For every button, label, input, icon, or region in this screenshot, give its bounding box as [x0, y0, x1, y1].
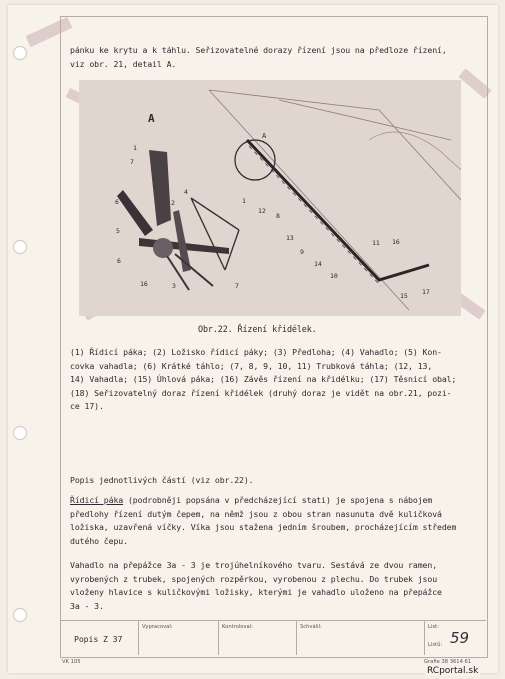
watermark: RCportal.sk — [427, 666, 479, 676]
callout-label: 16 — [392, 238, 400, 246]
legend-line: (18) Seřizovatelný doraz řízení křidélek (druhý doraz je vidět na obr.21, pozi- — [70, 387, 452, 398]
legend-line: (1) Řídicí páka; (2) Ložisko řídicí páky; (3) Předloha; (4) Vahadlo; (5) Kon- — [70, 347, 442, 357]
paragraph-line: (podrobněji popsána v předcházející stati) je spojena s nábojem — [123, 495, 433, 505]
callout-label: 16 — [140, 280, 148, 288]
paragraph-1 — [70, 494, 475, 548]
vypracoval-cell — [138, 621, 219, 655]
binder-hole — [13, 240, 27, 254]
binder-hole — [13, 426, 27, 440]
callout-label: 3 — [172, 282, 176, 290]
kontroloval-cell — [218, 621, 297, 655]
term-ridici-paka: Řídicí páka — [70, 495, 124, 505]
callout-label: 6 — [115, 198, 119, 206]
schvalil-label: Schválil: — [300, 624, 322, 630]
rod-lower — [117, 190, 153, 236]
callout-label: 10 — [330, 272, 338, 280]
doc-id-cell — [60, 621, 139, 655]
paragraph-line: předlohy řízení dutým čepem, na němž jsou z obou stran nasunuta dvě kuličková — [70, 508, 442, 519]
paragraph-2 — [70, 559, 475, 613]
callout-label: 1 — [242, 197, 246, 205]
intro-text — [70, 44, 475, 71]
detail-ref: A — [262, 132, 267, 140]
paragraph-line: Vahadlo na přepážce 3a - 3 je trojúhelníkového tvaru. Sestává ze dvou ramen, — [70, 560, 438, 570]
listu-label: Listů: — [428, 642, 443, 648]
list-cell — [424, 621, 486, 655]
callout-label: 5 — [116, 227, 120, 235]
callout-label: 6 — [117, 257, 121, 265]
callout-label: 1 — [133, 144, 137, 152]
legend-line: 14) Vahadla; (15) Úhlová páka; (16) Závěs řízení na křidélku; (17) Těsnicí obal; — [70, 374, 457, 385]
control-stick — [149, 150, 171, 226]
figure-caption: Obr.22. Řízení křidélek. — [198, 324, 317, 334]
form-code: VK 105 — [62, 659, 81, 665]
callout-label: 14 — [314, 260, 322, 268]
intro-line: viz obr. 21, detail A. — [70, 58, 177, 69]
doc-id: Popis Z 37 — [74, 634, 123, 644]
figure-aileron-control — [79, 80, 461, 316]
intro-line: pánku ke krytu a k táhlu. Seřizovatelné dorazy řízení jsou na předloze řízení, — [70, 45, 447, 55]
legend-line: covka vahadla; (6) Krátké táhlo; (7, 8, 9, 10, 11) Trubková táhla; (12, 13, — [70, 360, 433, 371]
schvalil-cell — [296, 621, 425, 655]
paragraph-line: vyrobených z trubek, spojených rozpěrkou, vyrobenou z plechu. Do trubek jsou — [70, 573, 438, 584]
callout-label: 4 — [184, 188, 188, 196]
bellcrank — [173, 210, 191, 272]
callout-label: 17 — [422, 288, 430, 296]
callout-label: 7 — [130, 158, 134, 166]
legend-line: ce 17). — [70, 401, 104, 412]
callout-label: 15 — [400, 292, 408, 300]
push-rod-chain — [247, 140, 429, 280]
callout-label: 8 — [276, 212, 280, 220]
detail-label: A — [148, 112, 155, 125]
print-code: Grafie 38 3614 61 — [424, 659, 472, 665]
section-heading: Popis jednotlivých částí (viz obr.22). — [70, 475, 254, 485]
paragraph-line: vloženy hlavice s kuličkovými ložisky, kterými je vahadlo uloženo na přepážce — [70, 587, 442, 598]
binder-hole — [13, 608, 27, 622]
legend — [70, 346, 475, 414]
callout-label: 2 — [171, 199, 175, 207]
vypracoval-label: Vypracoval: — [142, 624, 173, 630]
rocker-frame — [191, 198, 239, 270]
linkage-drawing — [79, 80, 461, 316]
bearing-hub — [153, 238, 173, 258]
kontroloval-label: Kontroloval: — [222, 624, 253, 630]
callout-label: 13 — [286, 234, 294, 242]
title-block — [60, 620, 486, 655]
callout-label: 12 — [258, 207, 266, 215]
wing-rib — [369, 132, 461, 170]
binder-hole — [13, 46, 27, 60]
page-number: 59 — [450, 629, 470, 647]
paragraph-line: 3a - 3. — [70, 600, 104, 611]
paragraph-line: ložiska, uzavřená víčky. Víka jsou stažena jedním šroubem, procházejícím středem — [70, 522, 457, 533]
callout-label: 7 — [235, 282, 239, 290]
list-label: List: — [428, 624, 439, 630]
detail-circle — [235, 140, 275, 180]
paragraph-line: dutého čepu. — [70, 535, 128, 546]
callout-label: 9 — [300, 248, 304, 256]
callout-label: 11 — [372, 239, 380, 247]
